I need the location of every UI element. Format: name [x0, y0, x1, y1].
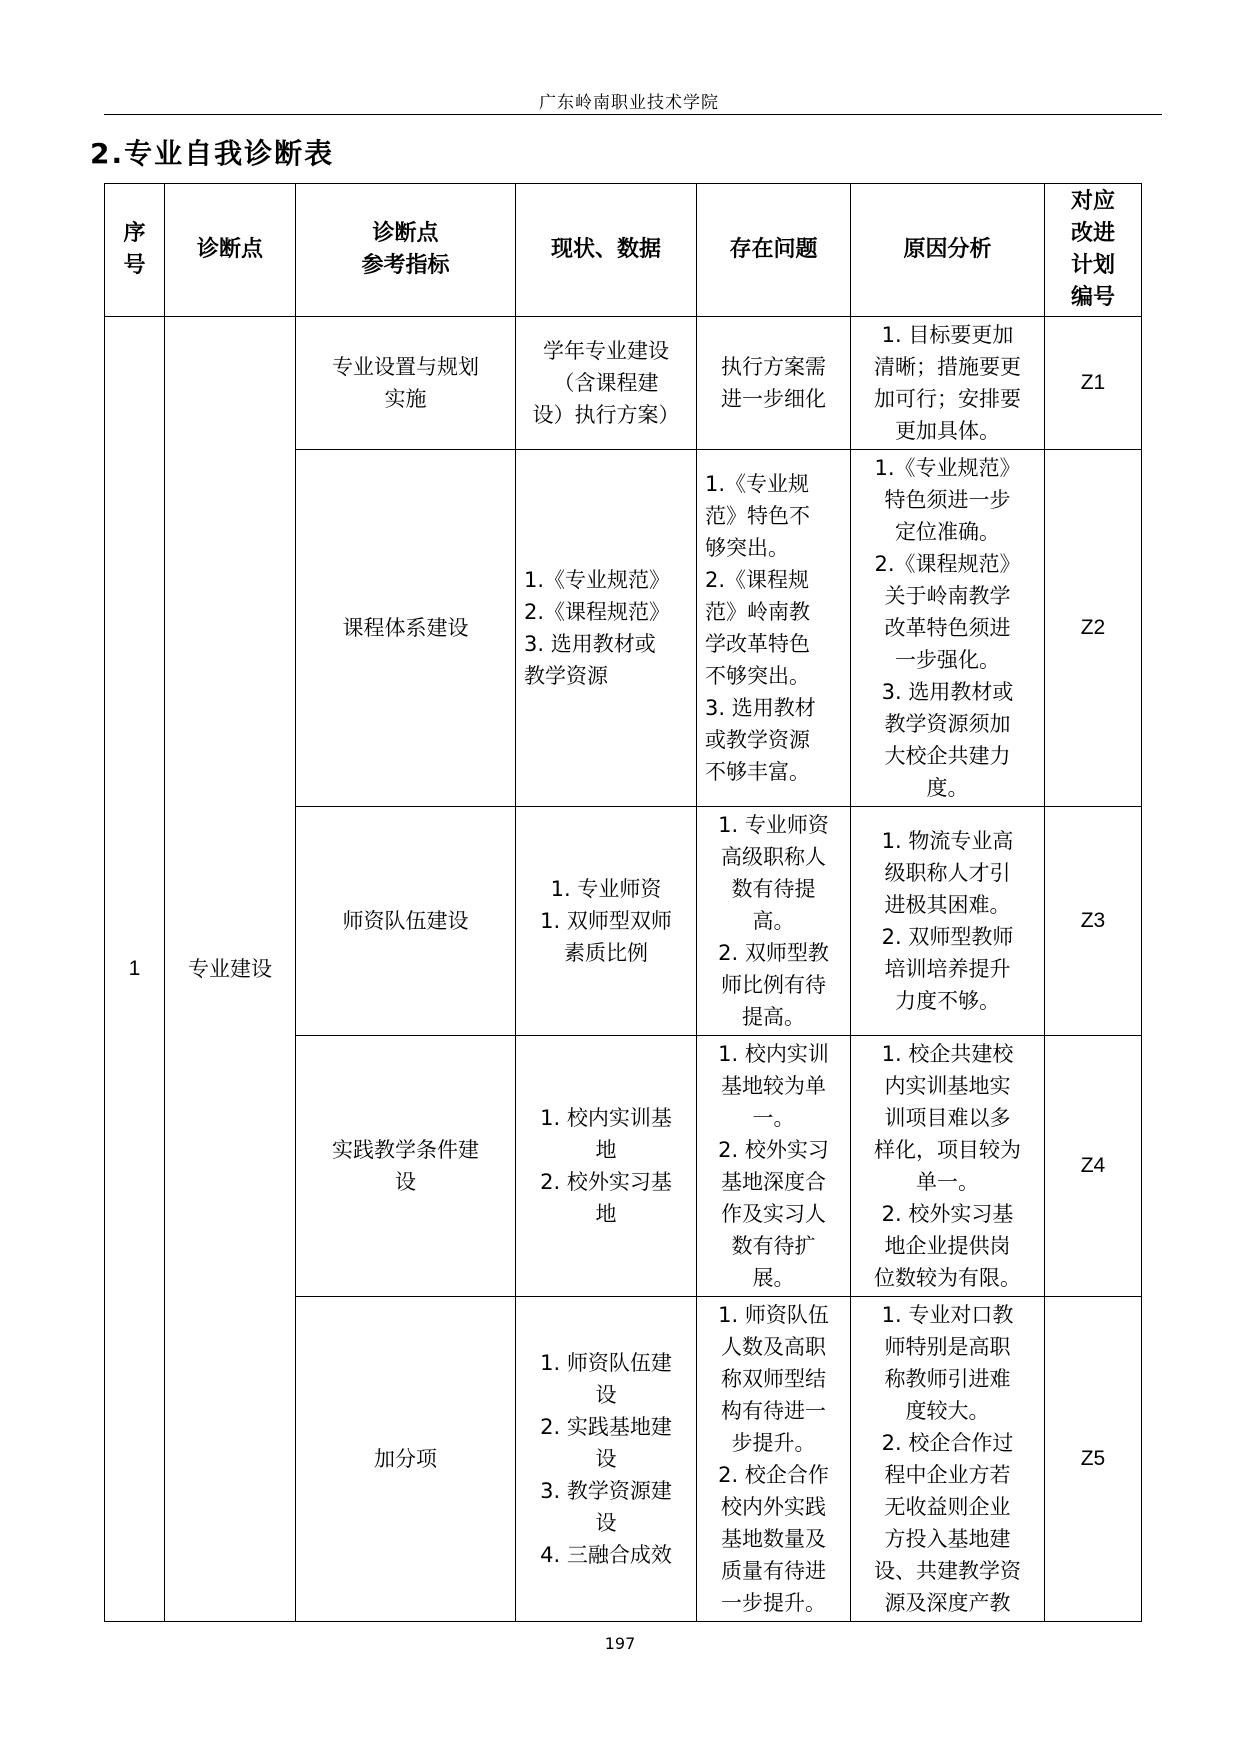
- cell-line: 高。: [752, 909, 795, 933]
- cell-line: 度较大。: [905, 1399, 990, 1423]
- cell-line: 设）执行方案）: [532, 403, 680, 427]
- cell-lines: [705, 809, 842, 1033]
- cell-line: 2.《课程规范》: [874, 552, 1021, 576]
- cell-indicator: [296, 1036, 516, 1297]
- group-point: 专业建设: [165, 317, 296, 1622]
- cell-line: 无收益则企业: [884, 1495, 1011, 1519]
- cell-line: 培训培养提升: [884, 957, 1011, 981]
- col-header-plan-line: 计划: [1070, 253, 1115, 278]
- cell-line: 专业设置与规划: [332, 355, 479, 379]
- cell-line: 级职称人才引: [884, 861, 1011, 885]
- cell-line: 2. 校外实习: [718, 1138, 829, 1162]
- cell-line: 2. 校企合作过: [881, 1431, 1014, 1455]
- col-header-plan-lines: [1053, 186, 1133, 314]
- col-header-plan-line: 对应: [1070, 189, 1115, 214]
- col-header-point: 诊断点: [165, 184, 296, 317]
- col-header-causes: 原因分析: [851, 184, 1045, 317]
- cell-line: 特色须进一步: [884, 488, 1011, 512]
- cell-line: 师比例有待: [721, 973, 826, 997]
- cell-line: 内实训基地实: [884, 1074, 1011, 1098]
- cell-line: 度。: [926, 776, 969, 800]
- cell-problems: [697, 1297, 851, 1622]
- cell-lines: [859, 452, 1036, 804]
- cell-line: 3. 选用教材: [705, 696, 816, 720]
- cell-line: 称教师引进难: [884, 1367, 1011, 1391]
- col-header-indicator: [296, 184, 516, 317]
- cell-line: 2. 校外实习基: [540, 1170, 672, 1194]
- cell-indicator: [296, 1297, 516, 1622]
- cell-line: 师资队伍建设: [342, 909, 469, 933]
- cell-line: 实践教学条件建: [332, 1138, 479, 1162]
- cell-line: 加分项: [374, 1447, 437, 1471]
- cell-lines: [705, 1299, 842, 1619]
- cell-status: [516, 1036, 697, 1297]
- cell-line: 地企业提供岗: [884, 1234, 1011, 1258]
- cell-line: 1. 双师型双师: [540, 909, 672, 933]
- cell-line: 程中企业方若: [884, 1463, 1011, 1487]
- cell-lines: [304, 351, 507, 415]
- cell-line: 高级职称人: [721, 845, 826, 869]
- cell-line: 质量有待进: [721, 1559, 826, 1583]
- cell-status: [516, 317, 697, 450]
- cell-line: 1. 师资队伍建: [540, 1351, 672, 1375]
- cell-line: 范》岭南教: [705, 600, 810, 624]
- cell-line: 地: [595, 1202, 617, 1226]
- table-header-row: [105, 184, 1142, 317]
- cell-line: 够突出。: [705, 536, 789, 560]
- cell-line: 数有待提: [731, 877, 816, 901]
- cell-line: 2. 校企合作: [718, 1463, 829, 1487]
- cell-line: 数有待扩: [731, 1234, 816, 1258]
- cell-line: 清晰；措施要更: [874, 355, 1021, 379]
- cell-line: 1.《专业规范》: [874, 456, 1021, 480]
- cell-line: 一步提升。: [721, 1591, 826, 1615]
- cell-lines: [304, 612, 507, 644]
- cell-line: 校内外实践: [721, 1495, 826, 1519]
- col-header-indicator-line: 参考指标: [361, 253, 450, 278]
- cell-plan-code: Z3: [1045, 807, 1142, 1036]
- col-header-seq-line: 序: [123, 221, 146, 246]
- cell-lines: [859, 319, 1036, 447]
- cell-problems: [697, 807, 851, 1036]
- cell-line: 加可行；安排要: [874, 387, 1021, 411]
- cell-line: 3. 教学资源建: [540, 1479, 672, 1503]
- cell-line: 人数及高职: [721, 1335, 826, 1359]
- cell-line: 学改革特色: [705, 632, 810, 656]
- cell-line: 1. 专业师资: [550, 877, 662, 901]
- cell-line: 更加具体。: [895, 419, 1000, 443]
- cell-plan-code: Z4: [1045, 1036, 1142, 1297]
- cell-line: 训项目难以多: [884, 1106, 1011, 1130]
- col-header-plan-line: 编号: [1070, 285, 1115, 310]
- cell-indicator: [296, 317, 516, 450]
- cell-line: 1.《专业规: [705, 472, 810, 496]
- cell-line: 基地数量及: [721, 1527, 826, 1551]
- cell-lines: [304, 905, 507, 937]
- cell-line: 称双师型结: [721, 1367, 826, 1391]
- cell-line: 范》特色不: [705, 504, 810, 528]
- cell-line: 实施: [384, 387, 427, 411]
- cell-line: 改革特色须进: [884, 616, 1011, 640]
- cell-causes: [851, 1297, 1045, 1622]
- col-header-indicator-lines: [304, 218, 507, 282]
- col-header-problems: 存在问题: [697, 184, 851, 317]
- cell-line: 构有待进一: [721, 1399, 826, 1423]
- cell-plan-code: Z2: [1045, 450, 1142, 807]
- cell-line: 定位准确。: [895, 520, 1000, 544]
- cell-line: 1. 专业对口教: [881, 1303, 1014, 1327]
- cell-line: 不够丰富。: [705, 760, 810, 784]
- cell-status: [516, 807, 697, 1036]
- cell-line: 师特别是高职: [884, 1335, 1011, 1359]
- cell-lines: [705, 351, 842, 415]
- page-header-school: 广东岭南职业技术学院: [539, 93, 719, 113]
- cell-lines: [524, 564, 688, 692]
- cell-line: 执行方案需: [721, 355, 826, 379]
- cell-line: 1.《专业规范》: [524, 568, 671, 592]
- cell-lines: [524, 1102, 688, 1230]
- cell-line: 1. 专业师资: [718, 813, 829, 837]
- cell-plan-code: Z5: [1045, 1297, 1142, 1622]
- table-row: [105, 317, 1142, 450]
- cell-indicator: [296, 450, 516, 807]
- cell-causes: [851, 1036, 1045, 1297]
- cell-line: 或教学资源: [705, 728, 810, 752]
- cell-line: 1. 目标要更加: [881, 323, 1014, 347]
- cell-lines: [859, 825, 1036, 1017]
- cell-lines: [859, 1038, 1036, 1294]
- section-title: 2.专业自我诊断表: [90, 137, 335, 170]
- col-header-seq-lines: [113, 218, 156, 282]
- cell-lines: [524, 873, 688, 969]
- cell-line: 样化，项目较为: [874, 1138, 1021, 1162]
- cell-lines: [524, 335, 688, 431]
- cell-status: [516, 450, 697, 807]
- cell-line: （含课程建: [553, 371, 659, 395]
- cell-line: 展。: [752, 1266, 795, 1290]
- cell-line: 1. 校内实训基: [540, 1106, 672, 1130]
- cell-line: 位数较为有限。: [874, 1266, 1021, 1290]
- cell-line: 基地深度合: [721, 1170, 826, 1194]
- col-header-seq-line: 号: [123, 253, 146, 278]
- header-divider: [104, 114, 1162, 115]
- cell-line: 一。: [752, 1106, 795, 1130]
- col-header-plan-line: 改进: [1070, 221, 1115, 246]
- cell-lines: [304, 1134, 507, 1198]
- cell-line: 设: [595, 1447, 617, 1471]
- cell-line: 一步强化。: [895, 648, 1000, 672]
- cell-line: 步提升。: [731, 1431, 816, 1455]
- cell-problems: [697, 317, 851, 450]
- cell-line: 2. 校外实习基: [881, 1202, 1014, 1226]
- cell-line: 设: [595, 1511, 617, 1535]
- cell-line: 4. 三融合成效: [540, 1543, 672, 1567]
- col-header-status: 现状、数据: [516, 184, 697, 317]
- cell-line: 设: [395, 1170, 416, 1194]
- cell-line: 进极其困难。: [884, 893, 1011, 917]
- cell-line: 设: [595, 1383, 617, 1407]
- cell-line: 2. 实践基地建: [540, 1415, 672, 1439]
- cell-causes: [851, 450, 1045, 807]
- cell-line: 学年专业建设: [543, 339, 669, 363]
- cell-line: 提高。: [742, 1005, 805, 1029]
- cell-line: 方投入基地建: [884, 1527, 1011, 1551]
- cell-line: 1. 师资队伍: [718, 1303, 829, 1327]
- cell-lines: [524, 1347, 688, 1571]
- diagnosis-table: [104, 183, 1142, 1622]
- cell-lines: [705, 1038, 842, 1294]
- cell-problems: [697, 450, 851, 807]
- cell-lines: [859, 1299, 1036, 1619]
- cell-plan-code: Z1: [1045, 317, 1142, 450]
- cell-line: 2. 双师型教: [718, 941, 829, 965]
- cell-line: 3. 选用教材或: [524, 632, 656, 656]
- cell-line: 2.《课程规范》: [524, 600, 671, 624]
- cell-line: 3. 选用教材或: [881, 680, 1014, 704]
- col-header-seq: [105, 184, 165, 317]
- cell-lines: [705, 468, 842, 788]
- group-seq: 1: [105, 317, 165, 1622]
- col-header-plan: [1045, 184, 1142, 317]
- cell-causes: [851, 807, 1045, 1036]
- cell-line: 1. 校内实训: [718, 1042, 829, 1066]
- cell-problems: [697, 1036, 851, 1297]
- cell-line: 教学资源: [524, 664, 608, 688]
- cell-line: 1. 物流专业高: [881, 829, 1014, 853]
- cell-line: 作及实习人: [721, 1202, 826, 1226]
- cell-line: 素质比例: [564, 941, 648, 965]
- cell-line: 关于岭南教学: [884, 584, 1011, 608]
- cell-lines: [304, 1443, 507, 1475]
- cell-causes: [851, 317, 1045, 450]
- cell-line: 2. 双师型教师: [881, 925, 1014, 949]
- cell-indicator: [296, 807, 516, 1036]
- cell-line: 设、共建教学资: [874, 1559, 1021, 1583]
- cell-status: [516, 1297, 697, 1622]
- col-header-indicator-line: 诊断点: [372, 221, 439, 246]
- cell-line: 教学资源须加: [884, 712, 1011, 736]
- cell-line: 地: [595, 1138, 617, 1162]
- cell-line: 基地较为单: [721, 1074, 826, 1098]
- cell-line: 单一。: [916, 1170, 979, 1194]
- cell-line: 源及深度产教: [884, 1591, 1011, 1615]
- page-number: 197: [604, 1634, 636, 1653]
- cell-line: 2.《课程规: [705, 568, 810, 592]
- cell-line: 课程体系建设: [342, 616, 469, 640]
- cell-line: 大校企共建力: [884, 744, 1011, 768]
- cell-line: 不够突出。: [705, 664, 810, 688]
- cell-line: 1. 校企共建校: [881, 1042, 1014, 1066]
- cell-line: 进一步细化: [721, 387, 826, 411]
- cell-line: 力度不够。: [895, 989, 1000, 1013]
